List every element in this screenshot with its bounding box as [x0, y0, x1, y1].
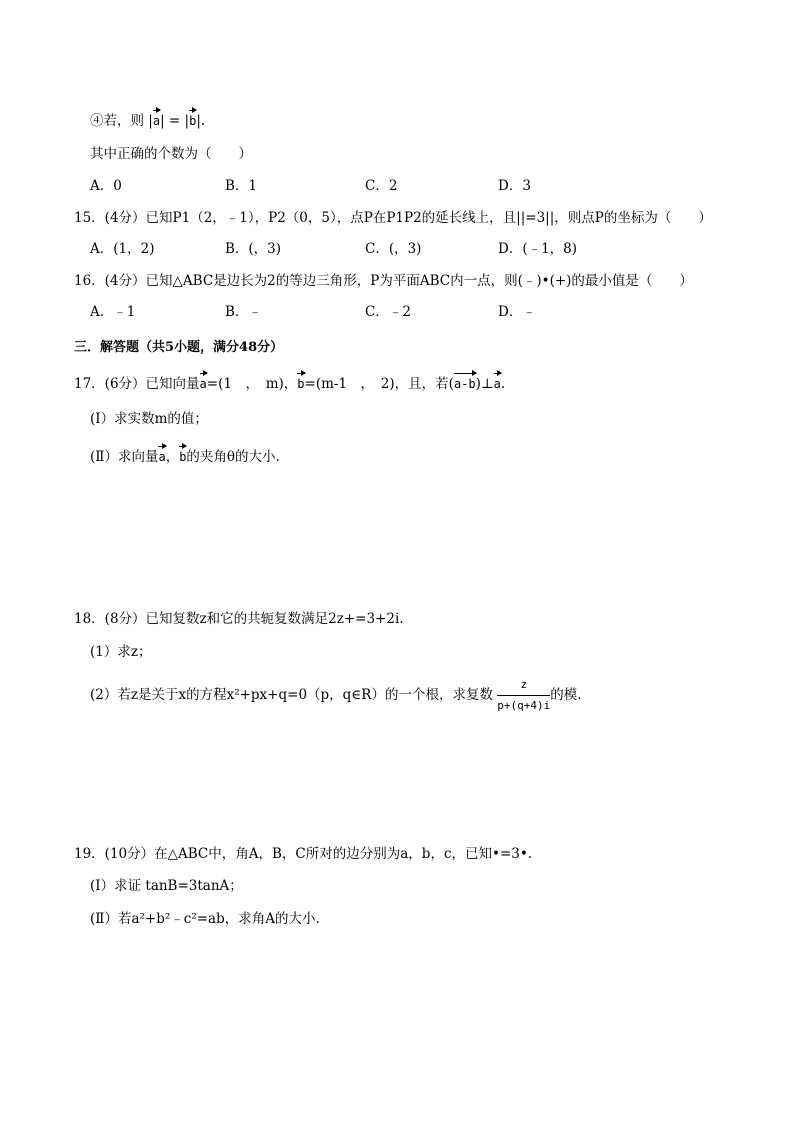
q17-part1: (Ⅰ）求实数m的值；: [90, 411, 208, 427]
q14-option-b: B．1: [225, 178, 258, 194]
q18-fraction-numerator: z: [497, 676, 550, 696]
vector-b: b: [189, 108, 196, 130]
q18-stem: 18．(8分）已知复数z和它的共轭复数满足2z+=3+2i.: [74, 611, 404, 627]
q16-stem: 16．(4分）已知△ABC是边长为2的等边三角形，P为平面ABC内一点，则(﹣)•(+)的最小值是（ ）: [74, 273, 693, 289]
q16-option-c: C．﹣2: [365, 304, 411, 320]
q16-option-d: D．﹣: [498, 304, 536, 320]
q15-options: [90, 240, 650, 258]
section-heading: 三．解答题（共5小题，满分48分）: [74, 340, 284, 355]
vector-a: a: [158, 444, 165, 466]
q14-item4: ④若，则 |a| = |b|.: [90, 108, 205, 130]
q16-options: [90, 303, 650, 321]
q16-option-b: B．﹣: [225, 304, 262, 320]
vector-a-minus-b: a-b: [454, 371, 476, 393]
vector-b: b: [297, 371, 304, 393]
q19-part1: (Ⅰ）求证 tanB=3tanA；: [90, 878, 243, 894]
q16-option-a: A．﹣1: [90, 304, 136, 320]
vector-a: a: [200, 371, 207, 393]
q15-option-d: D．(﹣1，8): [498, 241, 578, 257]
vector-a: a: [153, 108, 160, 130]
q18-fraction: [497, 676, 550, 715]
q18-part2: (2）若z是关于x的方程x²+px+q=0（p，q∈R）的一个根，求复数 $\frac{z}{p+(q+4)i}$ 的模.: [90, 676, 582, 715]
vector-a: a: [494, 371, 501, 393]
q14-option-c: C．2: [365, 178, 398, 194]
q14-options: [90, 177, 650, 195]
q15-stem: 15．(4分）已知P1（2，﹣1），P2（0，5），点P在P1P2的延长线上，且||=3||，则点P的坐标为（ ）: [74, 210, 712, 226]
vector-b: b: [179, 444, 186, 466]
q17-part2: (Ⅱ）求向量a，b的夹角θ的大小.: [90, 444, 280, 466]
q14-option-d: D．3: [498, 178, 531, 194]
q17-stem: 17．(6分）已知向量a=(1 ， m)，b=(m-1 ， 2)，且，若(a-b)⊥a.: [74, 371, 505, 393]
q19-stem: 19．(10分）在△ABC中，角A，B，C所对的边分别为a，b，c，已知•=3•.: [74, 846, 533, 862]
q14-option-a: A．0: [90, 178, 122, 194]
q14-prompt: 其中正确的个数为（ ）: [90, 146, 252, 162]
q15-option-c: C．(，3): [365, 241, 422, 257]
q18-fraction-denominator: p+(q+4)i: [497, 699, 551, 712]
q19-part2: (Ⅱ）若a²+b²﹣c²=ab，求角A的大小.: [90, 911, 320, 927]
q15-option-a: A．(1，2): [90, 241, 155, 257]
q15-option-b: B．(，3): [225, 241, 282, 257]
q18-part1: (1）求z；: [90, 644, 152, 660]
